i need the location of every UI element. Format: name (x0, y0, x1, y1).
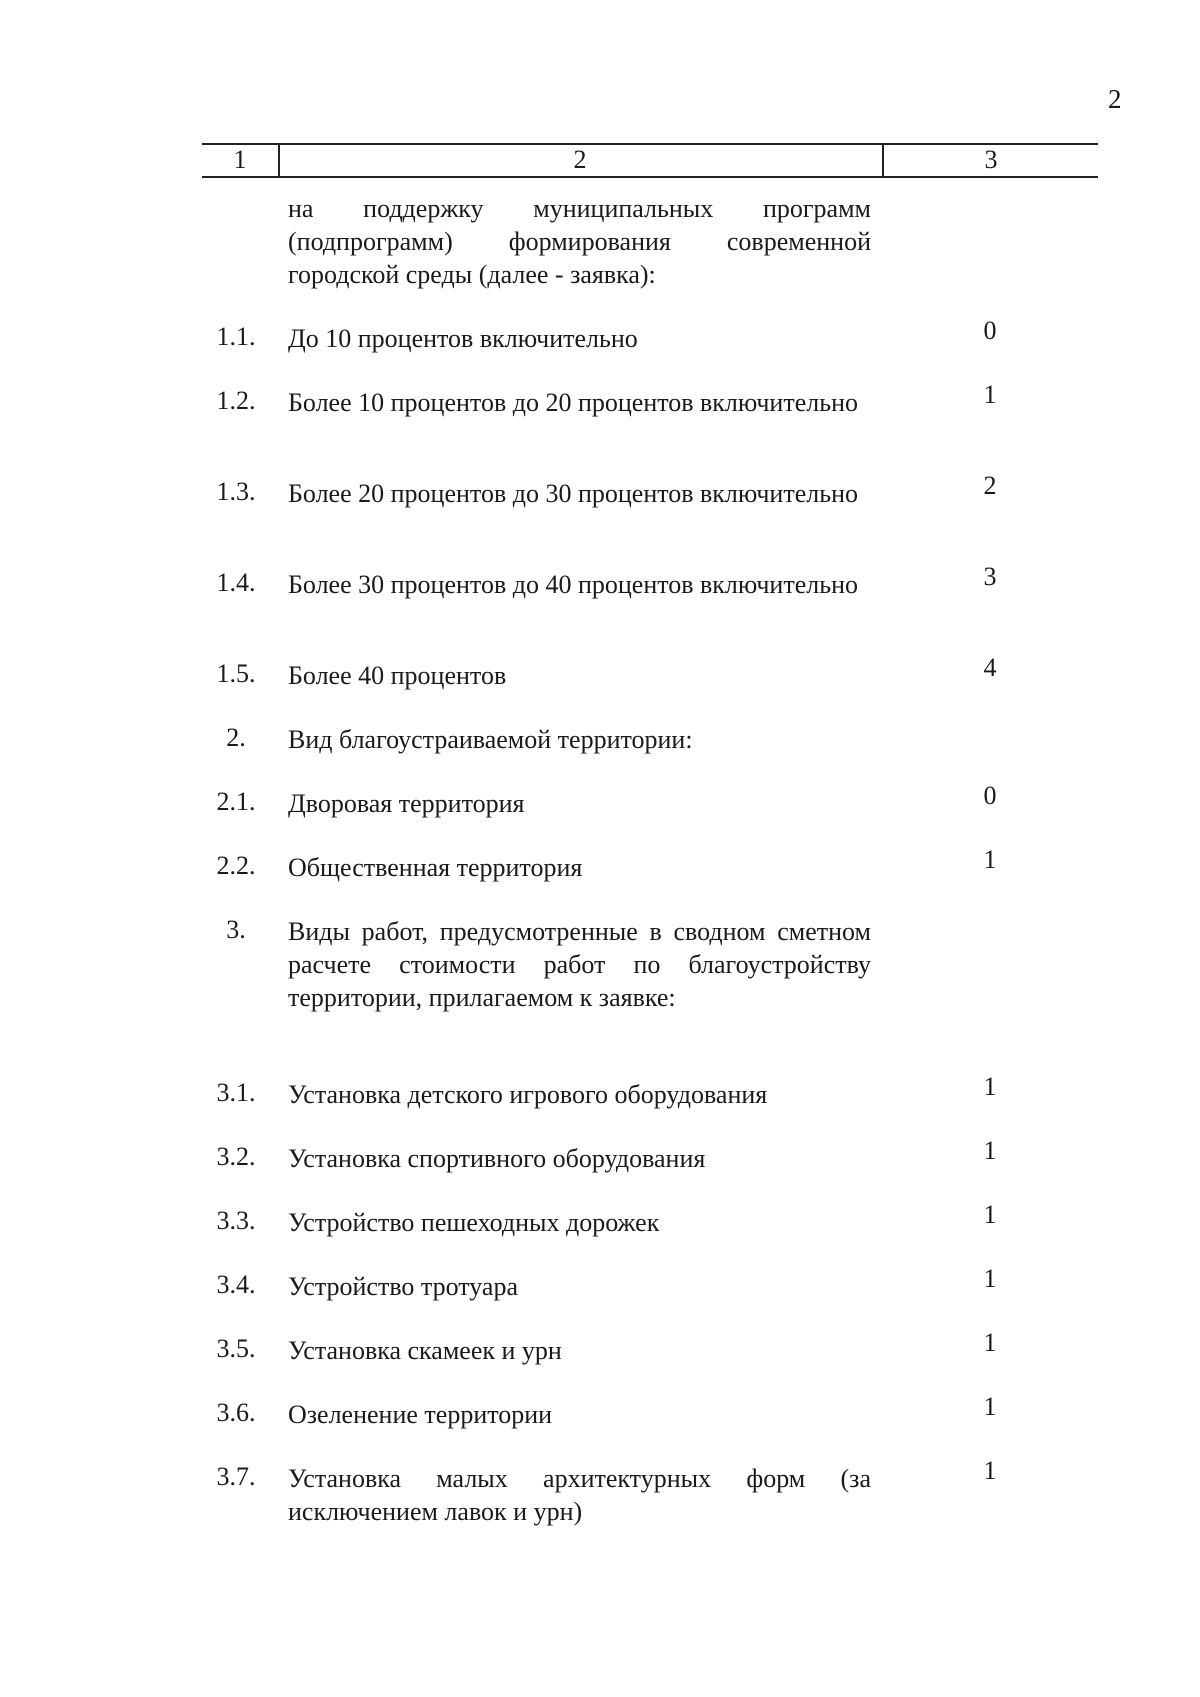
criteria-table-body (0, 192, 1200, 1542)
row-text: До 10 процентов включительно (288, 324, 638, 353)
table-header (202, 143, 1098, 177)
table-row (0, 781, 1200, 851)
row-number: 2.1. (216, 787, 256, 816)
row-score: 3 (983, 562, 997, 591)
row-text: Установка малых архитектурных форм (за исключением лавок и урн) (288, 1464, 871, 1526)
row-score: 1 (983, 1456, 997, 1485)
row-text: Озеленение территории (288, 1400, 553, 1429)
page-number: 2 (1108, 84, 1122, 114)
row-number: 3.5. (216, 1334, 256, 1363)
row-text: Виды работ, предусмотренные в сводном сметном расчете стоимости работ по благоустройству территории, прилагаемом к заявке: (288, 917, 871, 1012)
row-text: Дворовая территория (288, 789, 525, 818)
row-score: 4 (983, 653, 997, 682)
table-row (0, 915, 1200, 1078)
row-number: 3.2. (216, 1142, 256, 1171)
row-score: 0 (983, 781, 997, 810)
row-number: 1.3. (216, 477, 256, 506)
row-text: Более 20 процентов до 30 процентов включительно (288, 479, 858, 508)
table-row (0, 562, 1200, 659)
row-number: 3.3. (216, 1206, 256, 1235)
row-text: Установка скамеек и урн (288, 1336, 562, 1365)
row-text: Установка спортивного оборудования (288, 1144, 706, 1173)
row-score: 1 (983, 380, 997, 409)
table-row (0, 380, 1200, 477)
table-row (0, 653, 1200, 723)
row-text: Вид благоустраиваемой территории: (288, 725, 693, 754)
row-score: 1 (983, 1136, 997, 1165)
table-row (0, 1264, 1200, 1334)
row-text: Устройство пешеходных дорожек (288, 1208, 660, 1237)
table-row (0, 1072, 1200, 1142)
table-row (0, 845, 1200, 915)
row-score: 1 (983, 1200, 997, 1229)
row-text: Более 40 процентов (288, 661, 507, 690)
row-number: 3.4. (216, 1270, 256, 1299)
row-score: 1 (983, 1072, 997, 1101)
table-header-col3: 3 (984, 145, 998, 174)
row-number: 1.2. (216, 386, 256, 415)
row-score: 1 (983, 1392, 997, 1421)
row-number: 1.4. (216, 568, 256, 597)
row-number: 2.2. (216, 851, 256, 880)
row-text: Более 30 процентов до 40 процентов включительно (288, 570, 858, 599)
table-row (0, 1136, 1200, 1206)
table-header-col1: 1 (233, 145, 247, 174)
row-number: 3.7. (216, 1462, 256, 1491)
table-header-bottom-border (202, 176, 1098, 178)
row-number: 1.1. (216, 322, 256, 351)
row-score: 1 (983, 845, 997, 874)
row-number: 2. (226, 723, 246, 752)
row-score: 0 (983, 316, 997, 345)
row-score: 2 (983, 471, 997, 500)
table-row (0, 192, 1200, 322)
row-number: 1.5. (216, 659, 256, 688)
row-text: Устройство тротуара (288, 1272, 519, 1301)
table-header-col2: 2 (573, 145, 587, 174)
table-row (0, 1392, 1200, 1462)
row-text: Установка детского игрового оборудования (288, 1080, 768, 1109)
row-score: 1 (983, 1264, 997, 1293)
row-text: на поддержку муниципальных программ (подпрограмм) формирования современной городской среды (далее - заявка): (288, 194, 871, 289)
row-number: 3.1. (216, 1078, 256, 1107)
row-number: 3.6. (216, 1398, 256, 1427)
table-row (0, 1456, 1200, 1542)
table-row (0, 1328, 1200, 1398)
table-row (0, 723, 1200, 787)
row-score: 1 (983, 1328, 997, 1357)
table-row (0, 316, 1200, 386)
table-row (0, 1200, 1200, 1270)
row-number: 3. (226, 915, 246, 944)
row-text: Более 10 процентов до 20 процентов включительно (288, 388, 858, 417)
table-row (0, 471, 1200, 568)
row-text: Общественная территория (288, 853, 583, 882)
